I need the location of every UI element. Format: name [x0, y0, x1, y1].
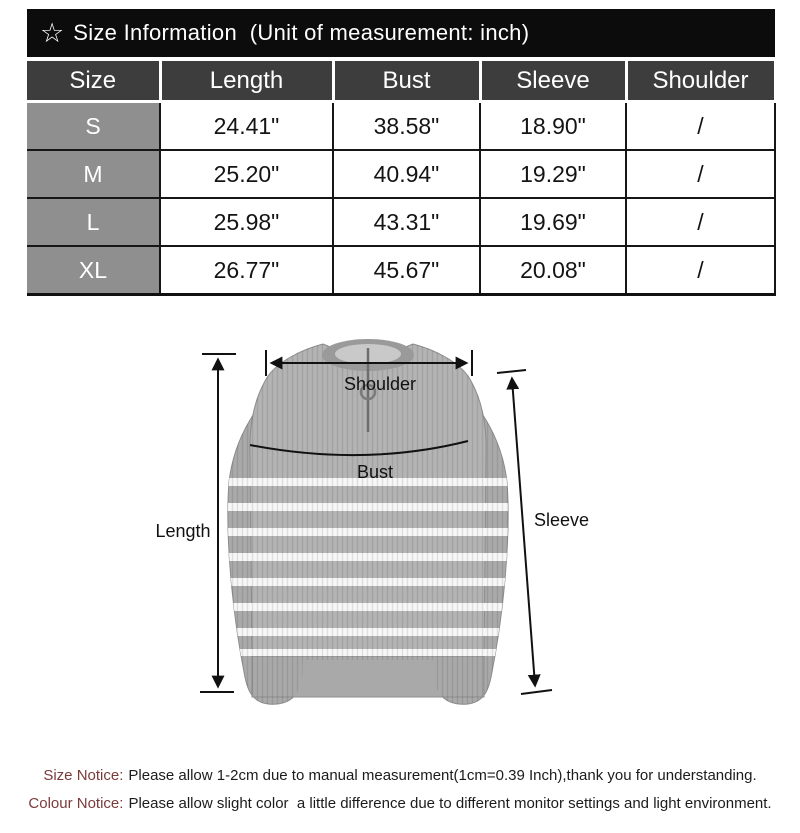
col-header-shoulder: Shoulder: [626, 61, 775, 102]
col-header-size: Size: [27, 61, 160, 102]
value-cell: 24.41": [160, 102, 333, 151]
page-title: Size Information (Unit of measurement: inch): [73, 20, 530, 45]
table-header-row: [27, 61, 775, 102]
table-row: [27, 246, 775, 295]
colour-notice-label: Colour Notice:: [28, 795, 124, 812]
value-cell: 45.67": [333, 246, 480, 295]
value-cell: 43.31": [333, 198, 480, 246]
length-label: Length: [155, 521, 211, 541]
size-notice: [0, 767, 800, 784]
col-header-length: Length: [160, 61, 333, 102]
size-label-m: M: [27, 150, 160, 198]
star-icon: ☆: [40, 17, 65, 48]
value-cell: /: [626, 198, 775, 246]
value-cell: 26.77": [160, 246, 333, 295]
col-header-sleeve: Sleeve: [480, 61, 626, 102]
size-label-s: S: [27, 102, 160, 151]
shoulder-label: Shoulder: [343, 374, 417, 394]
value-cell: /: [626, 150, 775, 198]
value-cell: 25.20": [160, 150, 333, 198]
notices-section: [0, 767, 800, 823]
bust-label: Bust: [356, 462, 394, 482]
size-table: [27, 61, 777, 296]
colour-notice: [0, 795, 800, 812]
value-cell: 20.08": [480, 246, 626, 295]
size-label-l: L: [27, 198, 160, 246]
col-header-bust: Bust: [333, 61, 480, 102]
sleeve-label: Sleeve: [534, 510, 590, 530]
sweater-illustration: [0, 330, 800, 745]
title-bar: [27, 9, 775, 57]
value-cell: 25.98": [160, 198, 333, 246]
table-row: [27, 102, 775, 151]
value-cell: /: [626, 102, 775, 151]
value-cell: 18.90": [480, 102, 626, 151]
value-cell: /: [626, 246, 775, 295]
table-row: [27, 198, 775, 246]
size-notice-text: Please allow 1-2cm due to manual measurement(1cm=0.39 Inch),thank you for understanding.: [128, 767, 757, 784]
value-cell: 19.69": [480, 198, 626, 246]
value-cell: 19.29": [480, 150, 626, 198]
table-row: [27, 150, 775, 198]
colour-notice-text: Please allow slight color a little difference due to different monitor settings and light environment.: [128, 795, 772, 812]
sweater-measurement-diagram: [0, 330, 800, 745]
value-cell: 38.58": [333, 102, 480, 151]
size-label-xl: XL: [27, 246, 160, 295]
size-notice-label: Size Notice:: [43, 767, 124, 784]
value-cell: 40.94": [333, 150, 480, 198]
